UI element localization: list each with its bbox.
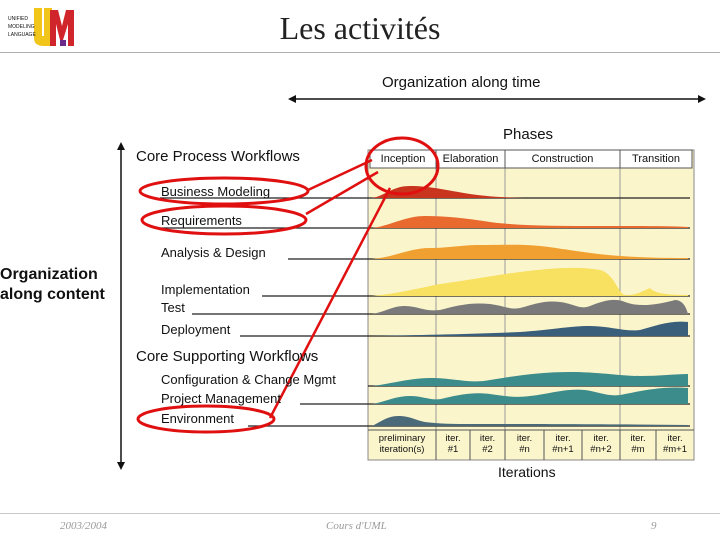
workflow-analysis-design: Analysis & Design — [161, 245, 266, 260]
iteration-m-plus-1-line-2: #m+1 — [662, 444, 688, 455]
iteration-n-plus-1-line-2: #n+1 — [552, 444, 574, 455]
iteration-n — [505, 433, 544, 455]
phase-inception: Inception — [380, 153, 426, 165]
workflow-requirements: Requirements — [161, 213, 242, 228]
iteration-preliminary-line-2: iteration(s) — [379, 444, 425, 455]
phases-title: Phases — [503, 126, 554, 143]
core-supporting-title: Core Supporting Workflows — [136, 348, 319, 365]
iteration-n-plus-1 — [544, 433, 582, 455]
phase-construction: Construction — [531, 153, 594, 165]
logo-text-unified: UNIFIED — [8, 16, 28, 22]
iteration-1 — [436, 433, 470, 455]
slide-title: Les activités — [279, 10, 441, 46]
logo-text-language: LANGUAGE — [8, 32, 36, 38]
iteration-m-line-1: iter. — [630, 433, 646, 444]
iteration-1-line-2: #1 — [447, 444, 459, 455]
iteration-n-plus-1-line-1: iter. — [555, 433, 571, 444]
organization-content-line-1: Organization — [0, 266, 98, 283]
workflow-project-management: Project Management — [161, 391, 281, 406]
footer-divider — [0, 513, 720, 514]
workflow-config-change: Configuration & Change Mgmt — [161, 372, 336, 387]
iteration-m-plus-1-line-1: iter. — [667, 433, 683, 444]
iteration-preliminary-line-1: preliminary — [378, 433, 426, 444]
iteration-m-line-2: #m — [631, 444, 645, 455]
organization-time-label: Organization along time — [382, 74, 541, 91]
iteration-n-line-2: #n — [519, 444, 530, 455]
iteration-2-line-1: iter. — [479, 433, 496, 444]
footer-course: Cours d'UML — [326, 520, 387, 532]
workflow-deployment: Deployment — [161, 322, 231, 337]
phase-elaboration: Elaboration — [442, 153, 499, 165]
iteration-n-plus-2 — [582, 433, 620, 455]
logo-text-modeling: MODELING — [8, 24, 35, 30]
iteration-1-line-1: iter. — [445, 433, 461, 444]
footer-page-number: 9 — [651, 520, 657, 532]
workflow-business-modeling: Business Modeling — [161, 184, 271, 199]
iteration-2-line-2: #2 — [482, 444, 493, 455]
organization-content-line-2: along content — [0, 286, 105, 303]
iteration-m-plus-1 — [656, 433, 694, 455]
iteration-preliminary — [368, 433, 436, 455]
iteration-n-line-1: iter. — [516, 433, 533, 444]
iteration-n-plus-2-line-1: iter. — [593, 433, 609, 444]
workflow-environment: Environment — [161, 411, 234, 426]
connector-requirements — [306, 172, 378, 214]
core-process-title: Core Process Workflows — [136, 148, 300, 165]
workflow-test: Test — [161, 300, 185, 315]
footer-date: 2003/2004 — [60, 520, 108, 532]
connector-business-modeling — [308, 160, 372, 190]
phase-transition: Transition — [632, 153, 680, 165]
iteration-2 — [470, 433, 505, 455]
organization-content-label — [0, 265, 105, 305]
iteration-m — [620, 433, 656, 455]
iteration-n-plus-2-line-2: #n+2 — [590, 444, 612, 455]
workflow-implementation: Implementation — [161, 282, 250, 297]
iterations-label: Iterations — [498, 464, 556, 480]
